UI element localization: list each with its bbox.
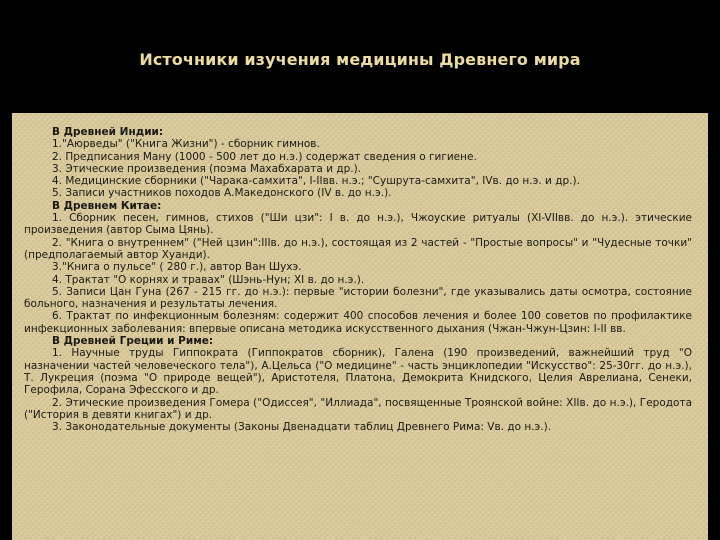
list-item: 1. Сборник песен, гимнов, стихов ("Ши цзи": I в. до н.э.), Чжоуские ритуалы (XI-VIIвв. до н.э.). этические произведения (автор Сыма Цянь). — [24, 212, 692, 237]
list-item: 4. Медицинские сборники ("Чарака-самхита", I-IIвв. н.э.; "Сушрута-самхита", IVв. до н.э. и др.). — [52, 175, 580, 188]
list-item: 4. Трактат "О корнях и травах" (Шэнь-Нун; XI в. до н.э.). — [52, 273, 365, 286]
slide-title: Источники изучения медицины Древнего мира — [139, 50, 581, 69]
list-item: 1. Научные труды Гиппократа (Гиппократов сборник), Галена (190 произведений, важнейший труд "О назначении частей человеческого тела"), А.Цельса ("О медицине" - часть энциклопедии "Искусство": 25-30гг. до н.э.), Т. Лукреция (поэма "О природе вещей"), Аристотеля, Платона, Демокрита Книдского, Целия Аврелиана, Сенеки, Герофила, Сорана Эфесского и др. — [24, 347, 692, 397]
section-heading-india: В Древней Индии: — [52, 126, 164, 138]
list-item: 3."Книга о пульсе" ( 280 г.), автор Ван Шухэ. — [52, 261, 302, 274]
slide-content — [24, 126, 692, 433]
list-item: 6. Трактат по инфекционным болезням: содержит 400 способов лечения и более 100 советов по профилактике инфекционных заболевания: впервые описана методика искусственного дыхания (Чжан-Чжун-Цзин: I-II вв. — [24, 310, 692, 335]
list-item: 2. Этические произведения Гомера ("Одиссея", "Иллиада", посвященные Троянской войне: XIIв. до н.э.), Геродота ("История в девяти книгах") и др. — [24, 396, 692, 421]
section-heading-china: В Древнем Китае: — [52, 199, 162, 212]
list-item: 3. Этические произведения (поэма Махабхарата и др.). — [52, 162, 362, 175]
list-item: 2. Предписания Ману (1000 - 500 лет до н.э.) содержат сведения о гигиене. — [52, 150, 477, 163]
list-item: 3. Законодательные документы (Законы Двенадцати таблиц Древнего Рима: Vв. до н.э.). — [52, 421, 552, 434]
list-item: 5. Записи Цан Гуна (267 - 215 гг. до н.э.): первые "истории болезни", где указывались даты осмотра, состояние больного, назначения и результаты лечения. — [24, 285, 692, 311]
title-band — [0, 0, 720, 113]
section-heading-greece-rome: В Древней Греции и Риме: — [52, 335, 214, 348]
list-item: 2. "Книга о внутреннем" ("Ней цзин":IIIв. до н.э.), состоящая из 2 частей - "Простые вопросы" и "Чудесные точки" (предполагаемый автор Хуанди). — [24, 236, 692, 261]
list-item: 5. Записи участников походов А.Македонского (IV в. до н.э.). — [52, 187, 392, 200]
list-item: 1."Аюрведы" ("Книга Жизни") - сборник гимнов. — [52, 138, 320, 151]
